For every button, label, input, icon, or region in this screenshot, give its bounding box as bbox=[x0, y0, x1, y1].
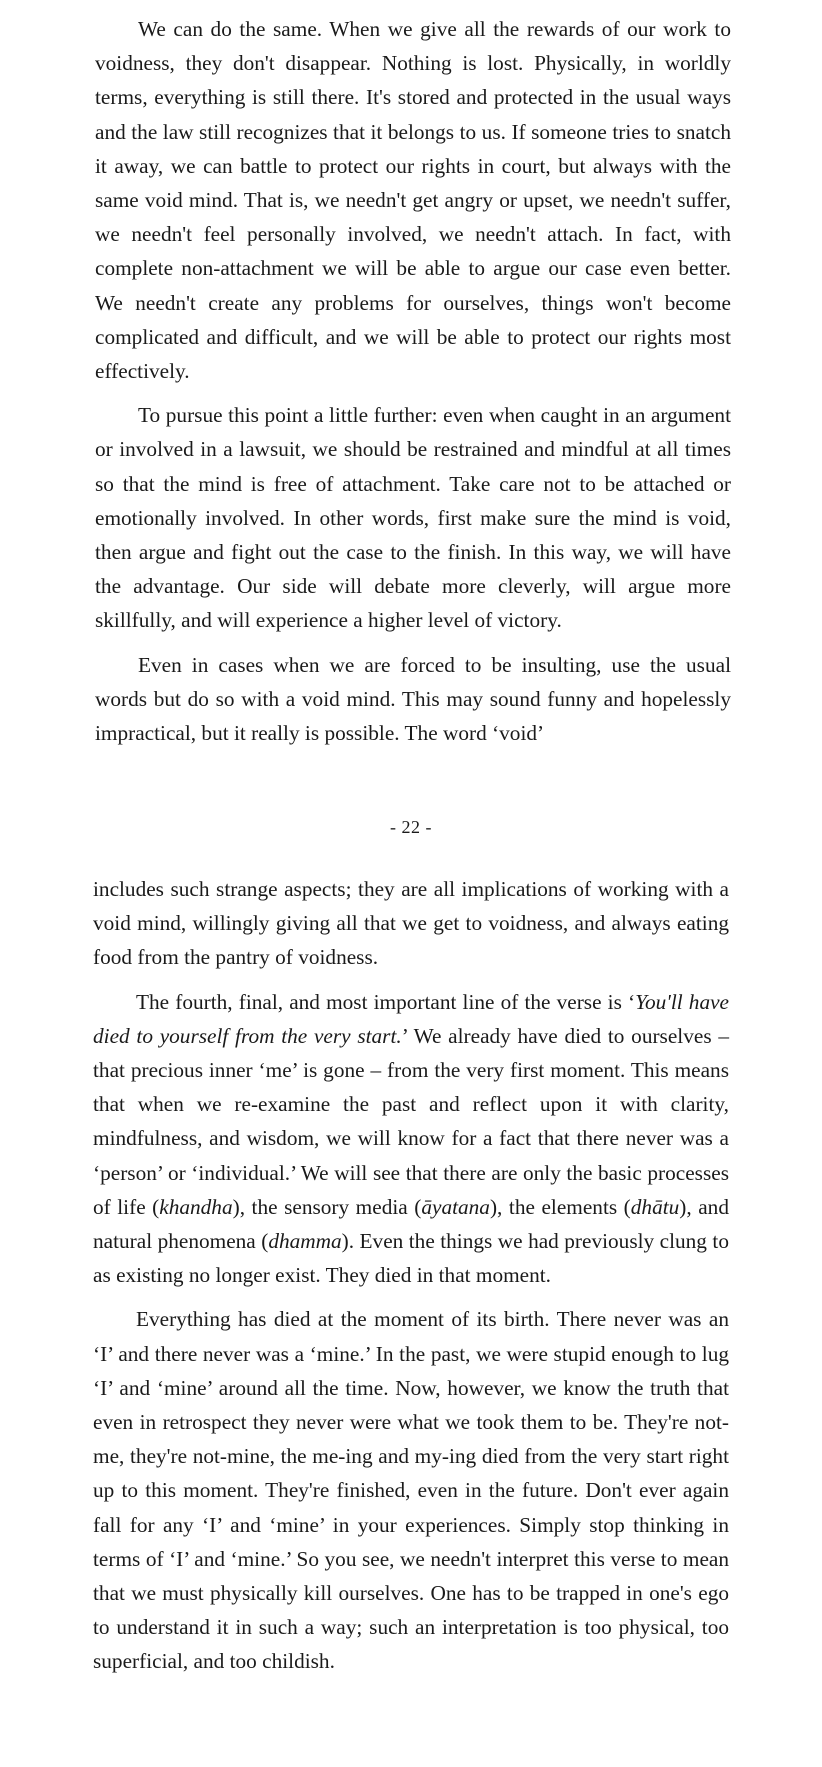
term-ayatana: āyatana bbox=[421, 1194, 490, 1219]
page-number: - 22 - bbox=[390, 817, 432, 837]
verse-intro-text: The fourth, final, and most important line of the verse is ‘ bbox=[136, 989, 636, 1014]
verse-after-text: ’ We already have died to ourselves – that precious inner ‘me’ is gone – from the very first moment. This means that when we re-examine the past and reflect upon it with clarity, mindfulness, and wisdom, we will know for a fact that there never was a ‘person’ or ‘individual.’ We will see that there are only the basic processes of life ( bbox=[93, 1023, 729, 1219]
page-top-text bbox=[95, 12, 731, 760]
term-dhamma: dhamma bbox=[268, 1229, 342, 1254]
paragraph-continuation: includes such strange aspects; they are all implications of working with a void mind, willingly giving all that we get to voidness, and always eating food from the pantry of voidness. bbox=[93, 877, 729, 970]
paragraph-fourth-line-verse bbox=[93, 985, 729, 1293]
term-dhatu: dhātu bbox=[630, 1194, 680, 1219]
between-text-1: ), the sensory media ( bbox=[232, 1194, 422, 1219]
between-text-2: ), the elements ( bbox=[489, 1194, 631, 1219]
term-khandha: khandha bbox=[159, 1194, 233, 1219]
page-bottom-text bbox=[93, 872, 729, 1689]
verse-quote-italic: You'll have died to yourself from the very start. bbox=[93, 989, 729, 1048]
paragraph-rewards-voidness: We can do the same. When we give all the rewards of our work to voidness, they don't disappear. Nothing is lost. Physically, in worldly terms, everything is still there. It's stored and protected in the usual ways and the law still recognizes that it belongs to us. If someone tries to snatch it away, we can battle to protect our rights in court, but always with the same void mind. That is, we needn't get angry or upset, we needn't suffer, we needn't feel personally involved, we needn't attach. In fact, with complete non-attachment we will be able to argue our case even better. We needn't create any problems for ourselves, things won't become complicated and difficult, and we will be able to protect our rights most effectively. bbox=[95, 17, 731, 384]
paragraph-everything-died: Everything has died at the moment of its birth. There never was an ‘I’ and there never was a ‘mine.’ In the past, we were stupid enough to lug ‘I’ and ‘mine’ around all the time. Now, however, we know the truth that even in retrospect they never were what we took them to be. They're not-me, they're not-mine, the me-ing and my-ing died from the very start right up to this moment. They're finished, even in the future. Don't ever again fall for any ‘I’ and ‘mine’ in your experiences. Simply stop thinking in terms of ‘I’ and ‘mine.’ So you see, we needn't interpret this verse to mean that we must physically kill ourselves. One has to be trapped in one's ego to understand it in such a way; such an interpretation is too physical, too superficial, and too childish. bbox=[93, 1307, 729, 1674]
paragraph-argument-lawsuit: To pursue this point a little further: even when caught in an argument or involved in a lawsuit, we should be restrained and mindful at all times so that the mind is free of attachment. Take care not to be attached or emotionally involved. In other words, first make sure the mind is void, then argue and fight out the case to the finish. In this way, we will have the advantage. Our side will debate more cleverly, will argue more skillfully, and will experience a higher level of victory. bbox=[95, 403, 731, 633]
paragraph-insulting-void-mind: Even in cases when we are forced to be insulting, use the usual words but do so with a void mind. This may sound funny and hopelessly impractical, but it really is possible. The word ‘void’ bbox=[95, 652, 731, 746]
between-text-3: ), and natural phenomena ( bbox=[93, 1194, 729, 1254]
ending-text: ). Even the things we had previously clung to as existing no longer exist. They died in that moment. bbox=[93, 1229, 729, 1288]
